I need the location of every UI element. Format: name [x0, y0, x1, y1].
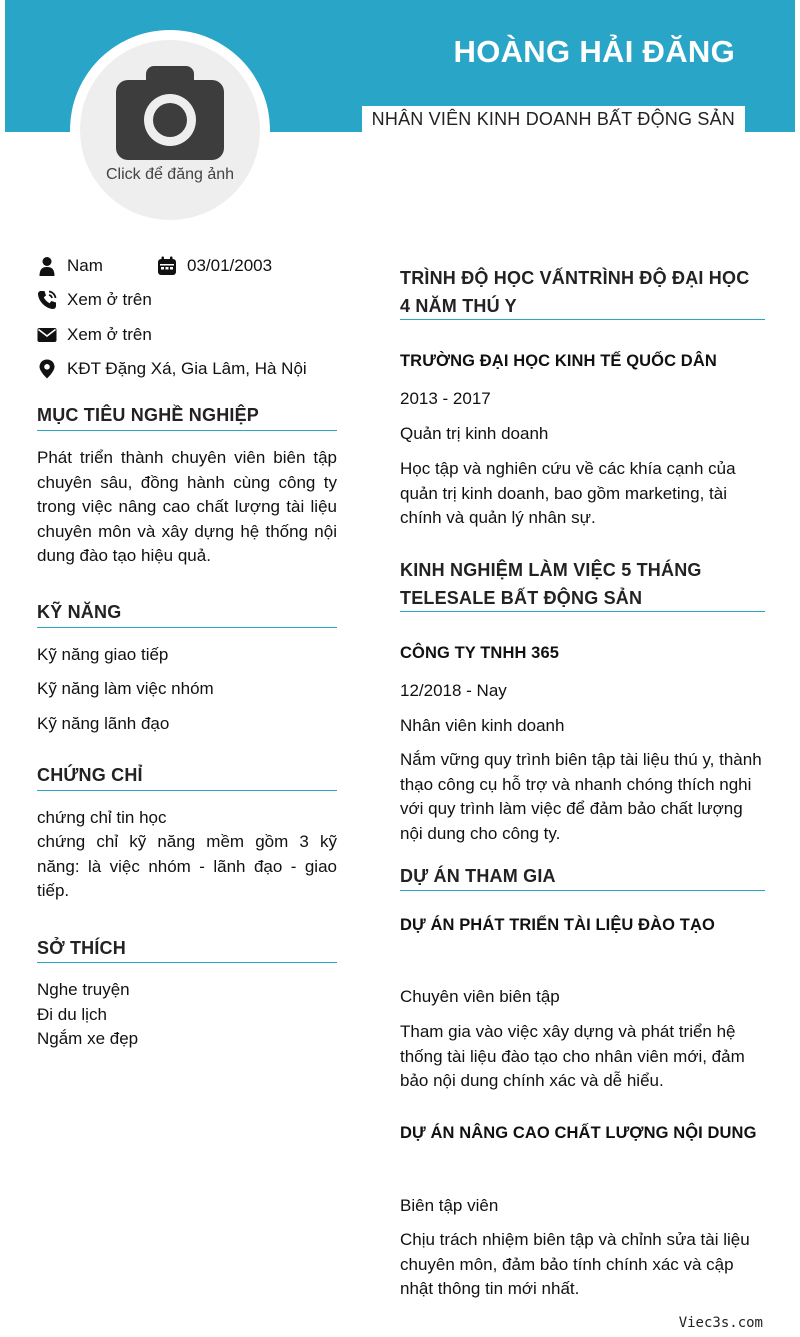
project-role: Chuyên viên biên tập	[400, 987, 560, 1006]
certificate-item: chứng chỉ kỹ năng mềm gồm 3 kỹ năng: là việc nhóm - lãnh đạo - giao tiếp.	[37, 832, 337, 900]
phone-icon	[37, 290, 57, 310]
education-major: Quản trị kinh doanh	[400, 424, 549, 443]
skill-item: Kỹ năng làm việc nhóm	[37, 679, 214, 698]
experience-title: KINH NGHIỆM LÀM VIỆC 5 THÁNG	[400, 560, 702, 580]
skill-item: Kỹ năng giao tiếp	[37, 645, 169, 664]
hobbies-divider	[37, 962, 337, 963]
gender-value: Nam	[67, 256, 103, 275]
education-period: 2013 - 2017	[400, 389, 491, 408]
objective-divider	[37, 430, 337, 431]
email-row	[37, 324, 152, 346]
candidate-name: HOÀNG HẢI ĐĂNG	[453, 34, 735, 69]
skills-divider	[37, 627, 337, 628]
avatar-caption[interactable]: Click để đăng ảnh	[105, 166, 235, 183]
address-value: KĐT Đặng Xá, Gia Lâm, Hà Nội	[67, 359, 307, 378]
certificates-title: CHỨNG CHỈ	[37, 765, 143, 785]
birthdate-value: 03/01/2003	[187, 256, 273, 275]
phone-row	[37, 289, 152, 311]
hobby-item: Nghe truyện	[37, 980, 130, 999]
school-name: TRƯỜNG ĐẠI HỌC KINH TẾ QUỐC DÂN	[400, 352, 717, 370]
skill-item: Kỹ năng lãnh đạo	[37, 714, 170, 733]
objective-title: MỤC TIÊU NGHỀ NGHIỆP	[37, 405, 260, 425]
gender-row	[37, 255, 103, 277]
project-role: Biên tập viên	[400, 1196, 499, 1215]
hobby-item: Đi du lịch	[37, 1005, 107, 1024]
birthdate-row	[157, 255, 272, 277]
education-description: Học tập và nghiên cứu về các khía cạnh của quản trị kinh doanh, bao gồm marketing, tài chính và quản lý nhân sự.	[400, 459, 736, 527]
envelope-icon	[37, 325, 57, 345]
hobby-item: Ngắm xe đẹp	[37, 1029, 139, 1048]
project-description: Chịu trách nhiệm biên tập và chỉnh sửa tài liệu chuyên môn, đảm bảo tính chính xác và cập nhật thông tin mới nhất.	[400, 1230, 750, 1298]
camera-icon[interactable]	[116, 66, 224, 160]
projects-title: DỰ ÁN THAM GIA	[400, 866, 556, 886]
objective-text: Phát triển thành chuyên viên biên tập chuyên sâu, đồng hành cùng công ty trong việc nâng cao chất lượng tài liệu chuyên môn và xây dựng hệ thống nội dung đào tạo hiệu quả.	[37, 448, 337, 565]
projects-divider	[400, 890, 765, 891]
person-icon	[37, 256, 57, 276]
experience-divider	[400, 611, 765, 612]
experience-period: 12/2018 - Nay	[400, 681, 507, 700]
job-title: NHÂN VIÊN KINH DOANH BẤT ĐỘNG SẢN	[362, 106, 745, 132]
address-row	[37, 358, 307, 380]
phone-value: Xem ở trên	[67, 290, 152, 309]
experience-description: Nắm vững quy trình biên tập tài liệu thú y, thành thạo công cụ hỗ trợ và nhanh chóng thích nghi với quy trình làm việc để đảm bảo chất lượng nội dung cho công ty.	[400, 750, 762, 843]
education-divider	[400, 319, 765, 320]
project-name: DỰ ÁN PHÁT TRIỂN TÀI LIỆU ĐÀO TẠO	[400, 916, 715, 934]
map-pin-icon	[37, 359, 57, 379]
project-description: Tham gia vào việc xây dựng và phát triển hệ thống tài liệu đào tạo cho nhân viên mới, đảm bảo nội dung chính xác và dễ hiểu.	[400, 1022, 745, 1090]
skills-title: KỸ NĂNG	[37, 602, 122, 622]
experience-role: Nhân viên kinh doanh	[400, 716, 565, 735]
project-name: DỰ ÁN NÂNG CAO CHẤT LƯỢNG NỘI DUNG	[400, 1124, 757, 1142]
calendar-icon	[157, 256, 177, 276]
education-title: TRÌNH ĐỘ HỌC VẤNTRÌNH ĐỘ ĐẠI HỌC	[400, 268, 750, 288]
certificate-item: chứng chỉ tin học	[37, 808, 167, 827]
education-title-line2: 4 NĂM THÚ Y	[400, 296, 517, 316]
email-value: Xem ở trên	[67, 325, 152, 344]
site-watermark: Viec3s.com	[678, 1315, 763, 1331]
hobbies-title: SỞ THÍCH	[37, 938, 126, 958]
company-name: CÔNG TY TNHH 365	[400, 644, 559, 662]
certificates-divider	[37, 790, 337, 791]
experience-title-line2: TELESALE BẤT ĐỘNG SẢN	[400, 588, 643, 608]
